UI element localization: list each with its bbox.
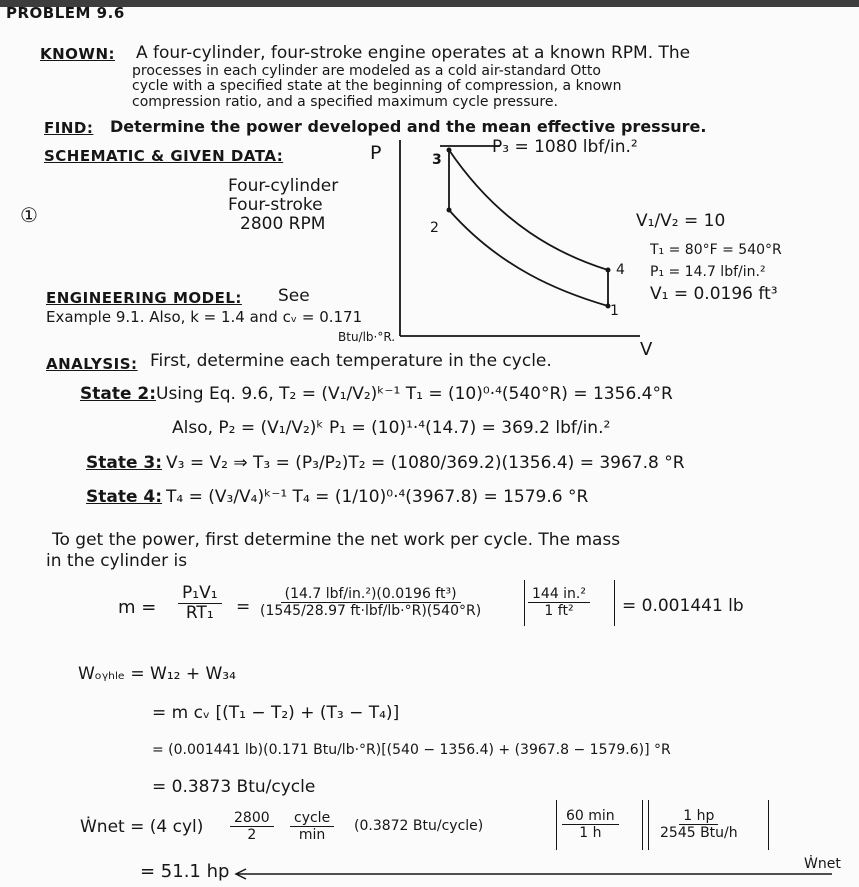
state-4-heading: State 4: [86, 487, 163, 507]
wcycle-line-4: = 0.3873 Btu/cycle [152, 777, 316, 797]
given-compression-ratio: V₁/V₂ = 10 [636, 211, 726, 231]
wnet-rpm-num: 2800 [230, 810, 274, 827]
state-2-heading: State 2: [80, 384, 157, 404]
state-4-label: 4 [616, 262, 625, 278]
wnet-unit-num: cycle [290, 810, 334, 827]
state-2-label: 2 [430, 220, 439, 236]
engine-line-3: 2800 RPM [240, 214, 326, 234]
model-see: See [278, 286, 310, 306]
mass-conv-num: 144 in.² [528, 586, 590, 603]
v-axis-label: V [640, 339, 653, 360]
wnet-c1-den: 1 h [579, 825, 602, 841]
wnet-c2-num: 1 hp [679, 808, 718, 825]
model-units: Btu/lb·°R. [338, 330, 396, 344]
mass-f1-den: RT₁ [185, 603, 214, 623]
problem-number: PROBLEM 9.6 [6, 4, 125, 22]
mass-f1-num: P₁V₁ [178, 584, 222, 604]
wcycle-line-1: Wₒᵧₕₗₑ = W₁₂ + W₃₄ [78, 664, 236, 684]
power-intro-2: in the cylinder is [46, 551, 188, 571]
known-line-4: compression ratio, and a specified maximum cycle pressure. [132, 94, 558, 110]
known-line-3: cycle with a specified state at the beginning of compression, a known [132, 78, 622, 94]
state-4-temperature: T₄ = (V₃/V₄)ᵏ⁻¹ T₄ = (1/10)⁰·⁴(3967.8) = 1579.6 °R [166, 487, 589, 507]
wnet-rpm-den: 2 [247, 827, 257, 843]
engine-line-1: Four-cylinder [228, 176, 339, 196]
mass-lhs: m = [118, 597, 157, 618]
find-label: FIND: [44, 119, 94, 137]
given-t1: T₁ = 80°F = 540°R [650, 242, 782, 258]
mass-result: = 0.001441 lb [622, 596, 744, 616]
state-2-temperature: Using Eq. 9.6, T₂ = (V₁/V₂)ᵏ⁻¹ T₁ = (10)⁰·⁴(540°R) = 1356.4°R [156, 384, 673, 404]
schematic-label: SCHEMATIC & GIVEN DATA: [44, 147, 284, 165]
wnet-unit-den: min [298, 827, 326, 843]
find-text: Determine the power developed and the mean effective pressure. [110, 117, 707, 136]
wcycle-line-2: = m cᵥ [(T₁ − T₂) + (T₃ − T₄)] [152, 703, 400, 723]
mass-equals: = [236, 597, 251, 617]
note-marker: ① [20, 203, 38, 227]
mass-conv-den: 1 ft² [544, 603, 574, 619]
state-3-heading: State 3: [86, 453, 163, 473]
p3-label: P₃ = 1080 lbf/in.² [492, 137, 638, 157]
given-v1: V₁ = 0.0196 ft³ [650, 284, 778, 304]
state-1-label: 1 [610, 303, 619, 319]
given-p1: P₁ = 14.7 lbf/in.² [650, 264, 766, 280]
wnet-tag: Ẇnet [804, 856, 841, 872]
mass-f2-den: (1545/28.97 ft·lbf/lb·°R)(540°R) [260, 603, 482, 619]
model-label: ENGINEERING MODEL: [46, 289, 242, 307]
p-axis-label: P [370, 142, 382, 164]
known-line-1: A four-cylinder, four-stroke engine operates at a known RPM. The [136, 43, 691, 63]
engine-line-2: Four-stroke [228, 195, 323, 215]
analysis-label: ANALYSIS: [46, 355, 138, 373]
state-3-label: 3 [432, 152, 442, 168]
wnet-c2-den: 2545 Btu/h [660, 825, 738, 841]
wcycle-line-3: = (0.001441 lb)(0.171 Btu/lb·°R)[(540 − 1356.4) + (3967.8 − 1579.6)] °R [152, 742, 671, 758]
wnet-work: (0.3872 Btu/cycle) [354, 818, 484, 834]
model-text: Example 9.1. Also, k = 1.4 and cᵥ = 0.171 [46, 308, 363, 326]
power-intro-1: To get the power, first determine the net work per cycle. The mass [52, 530, 621, 550]
state-2-pressure: Also, P₂ = (V₁/V₂)ᵏ P₁ = (10)¹·⁴(14.7) = 369.2 lbf/in.² [172, 418, 611, 438]
mass-f2-num: (14.7 lbf/in.²)(0.0196 ft³) [281, 586, 461, 603]
analysis-intro: First, determine each temperature in the cycle. [150, 351, 552, 371]
power-result: = 51.1 hp [140, 861, 230, 882]
wnet-c1-num: 60 min [562, 808, 619, 825]
known-line-2: processes in each cylinder are modeled as a cold air-standard Otto [132, 63, 601, 79]
known-label: KNOWN: [40, 45, 116, 63]
state-3-temperature: V₃ = V₂ ⇒ T₃ = (P₃/P₂)T₂ = (1080/369.2)(1356.4) = 3967.8 °R [166, 453, 685, 473]
wnet-lhs: Ẇnet = (4 cyl) [80, 817, 204, 837]
